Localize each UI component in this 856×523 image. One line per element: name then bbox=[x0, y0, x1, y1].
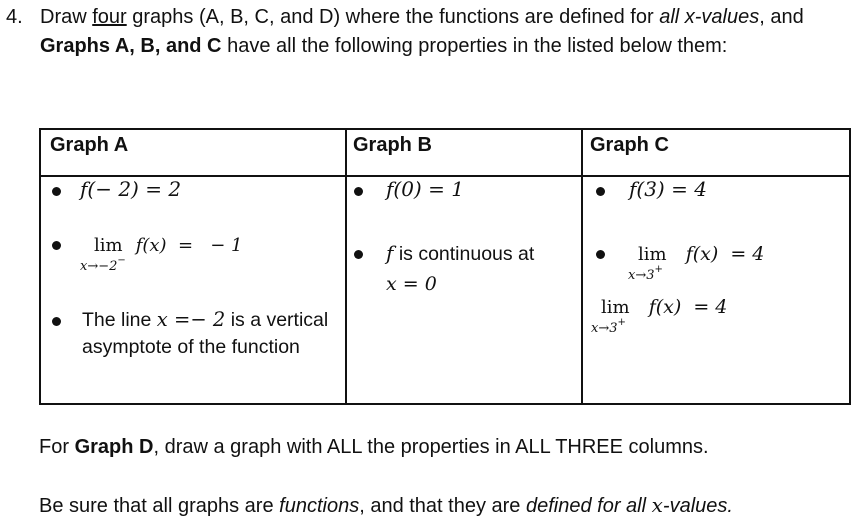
graph-a-left-limit bbox=[80, 235, 243, 274]
graph-b-continuity-line1 bbox=[386, 241, 534, 266]
bullet-icon bbox=[596, 250, 605, 259]
question-line1-middle: graphs (A, B, C, and D) where the functions are defined for bbox=[126, 6, 660, 28]
graph-a-lim-sup: − bbox=[117, 255, 126, 266]
footer-line2-math-x: x bbox=[651, 493, 663, 517]
question-number: 4. bbox=[6, 6, 23, 28]
bullet-icon bbox=[52, 241, 61, 250]
graph-c-value-at-3 bbox=[629, 177, 707, 201]
question-bold-phrase: Graphs A, B, and C bbox=[40, 35, 222, 57]
header-graph-c: Graph C bbox=[590, 134, 669, 156]
column-divider-1 bbox=[345, 130, 347, 403]
question-line2-rest: have all the following properties in the listed below them: bbox=[221, 35, 728, 57]
graph-c-lim2-subscript bbox=[591, 317, 626, 336]
footer-line2-start: Be sure that all graphs are bbox=[39, 495, 280, 517]
graph-b-item2-line2-text: x = 0 bbox=[386, 273, 437, 295]
question-line1-start: Draw bbox=[40, 6, 93, 28]
graph-a-item3-math: x =− 2 bbox=[156, 308, 226, 331]
footer-line2-italic2: defined for all bbox=[525, 495, 652, 517]
question-underlined-word: four bbox=[92, 6, 127, 28]
graph-c-lim2-expression: f(x) = 4 bbox=[648, 296, 728, 318]
graph-a-lim-expression: f(x) = − 1 bbox=[135, 235, 243, 256]
footer-line2-middle: , and that they are bbox=[359, 495, 526, 517]
column-divider-2 bbox=[581, 130, 583, 403]
graph-b-continuity-line2 bbox=[386, 273, 437, 295]
question-line-2 bbox=[40, 31, 727, 62]
graph-c-lim1-subscript bbox=[628, 264, 663, 283]
properties-table bbox=[39, 128, 851, 405]
bullet-icon bbox=[354, 187, 363, 196]
bullet-icon bbox=[52, 187, 61, 196]
graph-d-instruction bbox=[39, 436, 709, 459]
bullet-icon bbox=[52, 317, 61, 326]
graph-b-item2-f: f bbox=[386, 241, 394, 265]
graph-c-item1-text: f(3) = 4 bbox=[629, 177, 707, 201]
graph-a-lim-word: lim bbox=[94, 235, 123, 256]
footer-line2-italic1: functions bbox=[279, 495, 360, 517]
graph-c-lim2-word: lim bbox=[601, 297, 630, 318]
footer-line1-end: , draw a graph with ALL the properties in ALL THREE columns. bbox=[153, 436, 709, 458]
graph-c-lim1-word: lim bbox=[638, 244, 667, 265]
graph-c-lim1-expression: f(x) = 4 bbox=[685, 243, 765, 265]
graph-c-right-limit-1 bbox=[628, 243, 765, 283]
graph-a-lim-sub-text: x→−2 bbox=[80, 259, 118, 274]
bullet-icon bbox=[354, 250, 363, 259]
graph-c-lim2-sub-text: x→3 bbox=[591, 321, 618, 336]
graph-a-lim-subscript bbox=[80, 255, 126, 274]
graph-a-value-at-neg2 bbox=[80, 177, 181, 201]
graph-c-lim1-sub-text: x→3 bbox=[628, 268, 655, 283]
graph-a-asymptote-line1 bbox=[82, 308, 328, 332]
question-line-1 bbox=[40, 2, 804, 33]
header-graph-b: Graph B bbox=[353, 134, 432, 156]
graph-a-item1-text: f(− 2) = 2 bbox=[80, 177, 182, 201]
graph-b-item1-text: f(0) = 1 bbox=[386, 177, 464, 201]
functions-note bbox=[39, 493, 733, 518]
graph-c-right-limit-2 bbox=[591, 296, 728, 336]
graph-b-value-at-0 bbox=[386, 177, 464, 201]
graph-c-lim2-sup: + bbox=[617, 317, 626, 328]
header-graph-a: Graph A bbox=[50, 134, 129, 156]
question-italic-phrase: all x-values bbox=[659, 6, 760, 28]
footer-line1-start: For bbox=[39, 436, 75, 458]
bullet-icon bbox=[596, 187, 605, 196]
graph-c-lim1-sup: + bbox=[654, 264, 663, 275]
footer-line2-end: -values. bbox=[662, 495, 733, 517]
graph-a-item3-start: The line bbox=[82, 309, 157, 331]
question-line1-end: , and bbox=[759, 6, 804, 28]
footer-line1-bold: Graph D bbox=[74, 436, 154, 458]
graph-a-item3-end: is a vertical bbox=[225, 309, 329, 331]
graph-a-asymptote-line2: asymptote of the function bbox=[82, 336, 300, 358]
graph-b-item2-text: is continuous at bbox=[393, 243, 535, 265]
